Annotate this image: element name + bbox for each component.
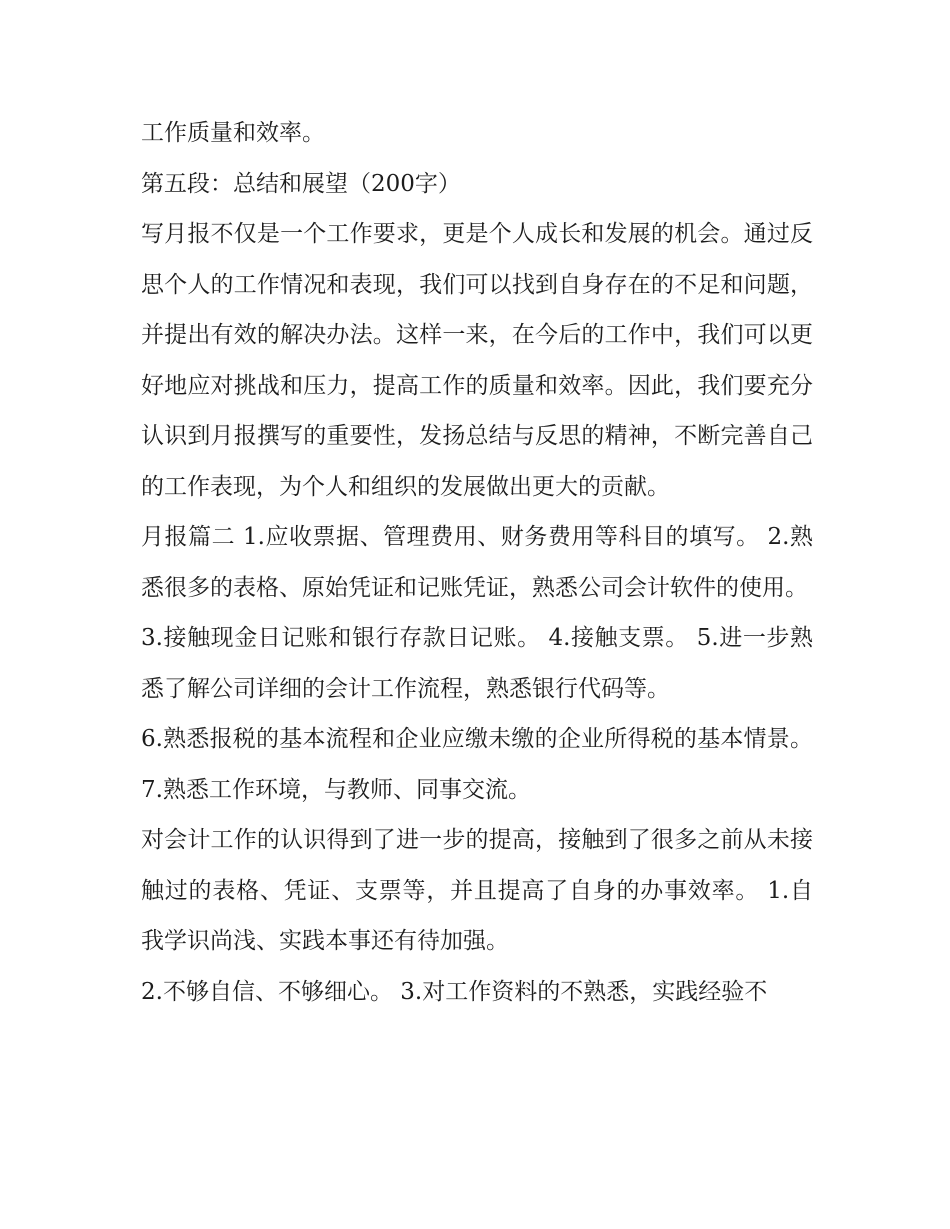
paragraph-continuation: 工作质量和效率。 <box>141 120 325 146</box>
paragraph-report-two: 月报篇二 1.应收票据、管理费用、财务费用等科目的填写。 2.熟悉很多的表格、原始凭证和记账凭证，熟悉公司会计软件的使用。 <box>141 524 813 601</box>
paragraph-items-6-7: 6.熟悉报税的基本流程和企业应缴未缴的企业所得税的基本情景。 7.熟悉工作环境，与教师、同事交流。 <box>141 726 813 803</box>
paragraph-items-3-5: 3.接触现金日记账和银行存款日记账。 4.接触支票。 5.进一步熟悉了解公司详细的会计工作流程，熟悉银行代码等。 <box>141 625 813 702</box>
paragraph-shortcomings: 2.不够自信、不够细心。 3.对工作资料的不熟悉，实践经验不 <box>141 978 768 1005</box>
paragraph-reflection: 对会计工作的认识得到了进一步的提高，接触到了很多之前从未接触过的表格、凭证、支票等，并且提高了自身的办事效率。 1.自我学识尚浅、实践本事还有待加强。 <box>141 827 813 954</box>
section-heading: 第五段：总结和展望（200字） <box>141 170 461 197</box>
document-body <box>141 108 813 1017</box>
paragraph-summary: 写月报不仅是一个工作要求，更是个人成长和发展的机会。通过反思个人的工作情况和表现，我们可以找到自身存在的不足和问题，并提出有效的解决办法。这样一来，在今后的工作中，我们可以更好地应对挑战和压力，提高工作的质量和效率。因此，我们要充分认识到月报撰写的重要性，发扬总结与反思的精神，不断完善自己的工作表现，为个人和组织的发展做出更大的贡献。 <box>141 221 813 500</box>
